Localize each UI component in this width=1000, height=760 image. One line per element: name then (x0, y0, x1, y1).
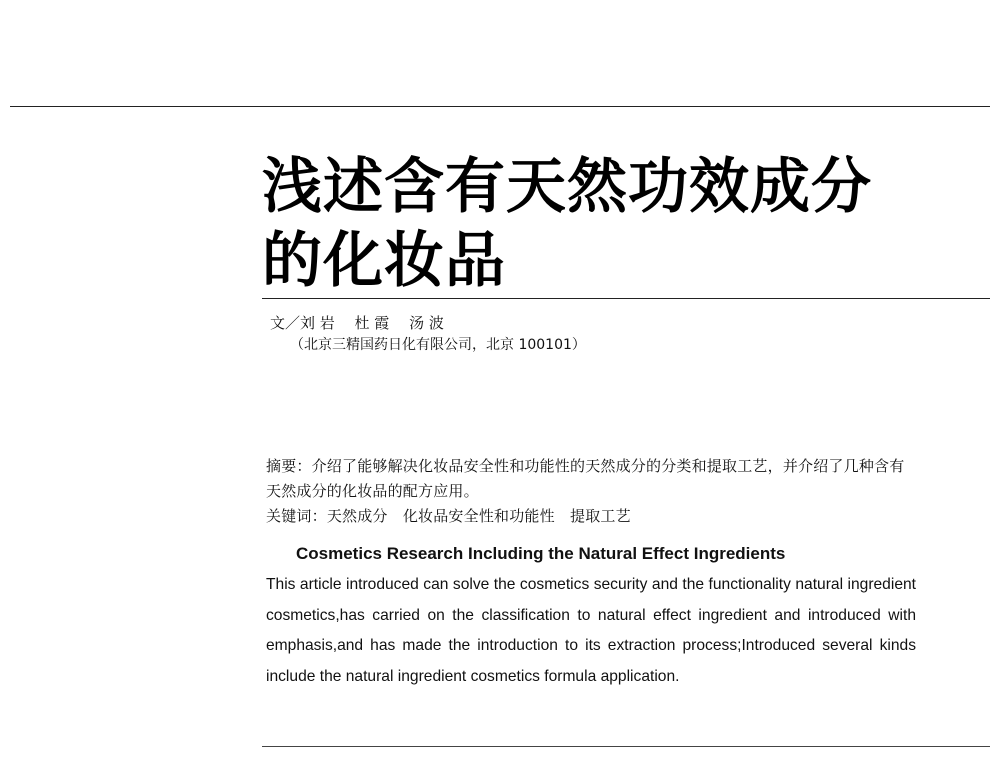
abstract-cn (266, 454, 916, 504)
keywords-cn (266, 504, 916, 529)
title-divider (262, 298, 990, 299)
english-title: Cosmetics Research Including the Natural Effect Ingredients (296, 544, 786, 563)
article-title (262, 150, 962, 298)
english-abstract: This article introduced can solve the cosmetics security and the functionality natural ingredient cosmetics,has carried on the classification to natural effect ingredient and introduced with emphasis,and has made the introduction to its extraction process;Introduced several kinds include the natural ingredient cosmetics formula application. (266, 576, 916, 685)
top-divider (10, 106, 990, 107)
keywords-label: 关键词： (266, 507, 327, 525)
affiliation-line: （北京三精国药日化有限公司，北京 100101） (290, 337, 586, 353)
abstract-block (266, 454, 916, 529)
title-line-1: 浅述含有天然功效成分 (262, 152, 872, 222)
keywords-text: 天然成分 化妆品安全性和功能性 提取工艺 (326, 507, 631, 525)
abstract-text: 介绍了能够解决化妆品安全性和功能性的天然成分的分类和提取工艺，并介绍了几种含有天然成分的化妆品的配方应用。 (266, 457, 905, 500)
author-line: 文／刘 岩 杜 霞 汤 波 (270, 314, 444, 332)
abstract-label: 摘要： (266, 457, 312, 475)
bottom-divider (262, 746, 990, 747)
title-line-2: 的化妆品 (262, 226, 506, 296)
